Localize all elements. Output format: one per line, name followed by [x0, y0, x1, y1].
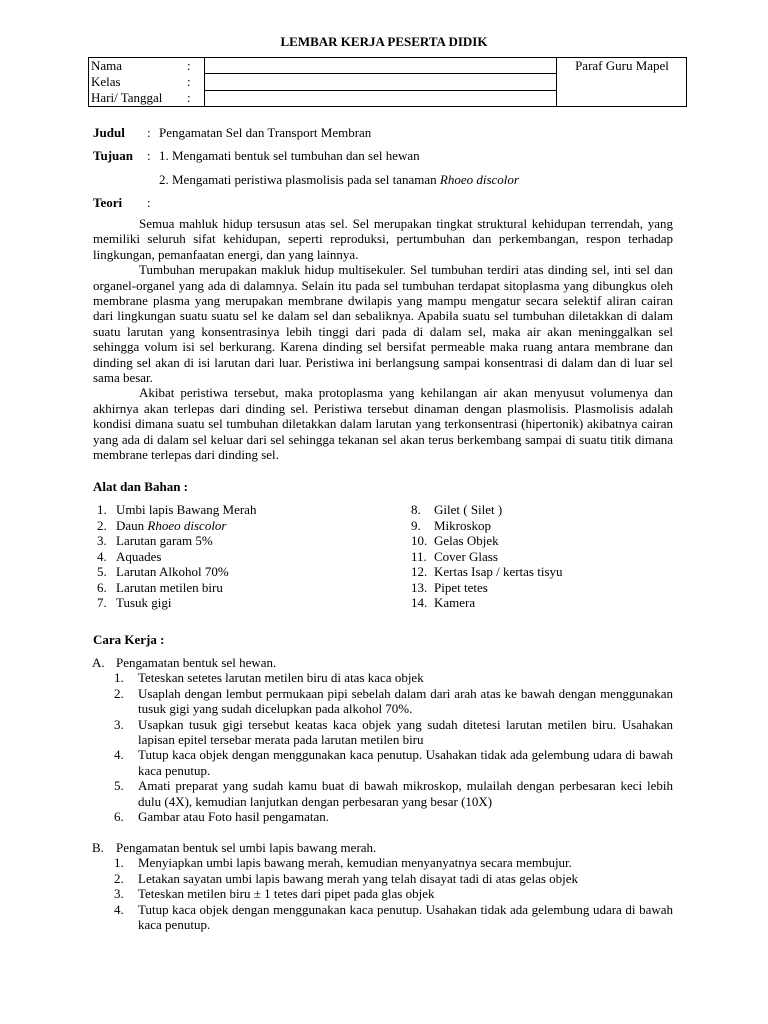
item-number: 6. [97, 579, 107, 595]
list-item [92, 717, 673, 748]
teori-colon: : [147, 195, 151, 210]
tujuan-item-2 [159, 172, 519, 188]
item-text: Usapkan tusuk gigi tersebut keatas kaca objek yang sudah ditetesi larutan metilen biru. Usahakan lapisan epitel tersebar merata pada larutan metilen biru [138, 716, 673, 748]
list-item [407, 533, 677, 549]
worksheet-title: LEMBAR KERJA PESERTA DIDIK [280, 34, 488, 49]
judul-colon: : [147, 125, 151, 140]
list-item [92, 855, 673, 870]
list-item [92, 809, 673, 824]
list-item [93, 518, 393, 534]
item-number: 2. [114, 870, 124, 886]
item-text: Usaplah dengan lembut permukaan pipi sebelah dalam dari arah atas ke bawah dengan menggunakan tusuk gigi yang sudah dicelupkan pada alkohol 70%. [138, 685, 673, 717]
procedure-a-title [92, 655, 673, 670]
nama-colon: : [187, 57, 191, 73]
list-item [407, 564, 677, 580]
tujuan-colon: : [147, 148, 151, 163]
kelas-field[interactable] [205, 74, 557, 90]
item-text: Larutan garam 5% [116, 533, 213, 548]
item-number: 4. [114, 747, 124, 763]
item-text: Letakan sayatan umbi lapis bawang merah yang telah disayat tadi di atas gelas objek [138, 870, 579, 886]
item-number: 3. [114, 716, 124, 732]
nama-label: Nama [91, 57, 123, 73]
item-text: Tutup kaca objek dengan menggunakan kaca penutup. Usahakan tidak ada gelembung udara di bawah kaca penutup. [138, 747, 673, 778]
list-item [407, 580, 677, 596]
tujuan-item-2-text: 2. Mengamati peristiwa plasmolisis pada sel tanaman [159, 172, 440, 187]
item-text: Teteskan metilen biru ± 1 tetes dari pipet pada glas objek [138, 886, 435, 902]
judul-text: Pengamatan Sel dan Transport Membran [159, 125, 372, 140]
list-item [92, 747, 673, 778]
item-number: 7. [97, 595, 107, 610]
alat-bahan-heading: Alat dan Bahan : [93, 479, 188, 494]
tujuan-item-2-species: Rhoeo discolor [439, 172, 519, 187]
tujuan-label: Tujuan [93, 148, 133, 163]
list-item [93, 533, 393, 549]
item-number: 5. [97, 564, 107, 579]
item-number: 12. [411, 564, 428, 579]
item-text: Pipet tetes [434, 579, 488, 595]
list-item [92, 686, 673, 717]
list-item [407, 595, 677, 611]
teori-paragraph: Tumbuhan merupakan makluk hidup multisekuler. Sel tumbuhan terdiri atas dinding sel, inti sel dan organel-organel yang ada di dalamnya. Selain itu pada sel tumbuhan terdapat sitoplasma yang dibungkus oleh membrane plasma yang merupakan membrane dwilapis yang mampu mengatur secara selektif aliran cairan dari lingkungan suatu suatu sel ke dalam sel dan sebaliknya. Apabila suatu sel tumbuhan diletakkan di dalam suatu larutan yang konsentrasinya lebih tinggi dari pada di dalam sel, maka air akan meninggalkan sel sehingga volum isi sel berkurang. Karena dinding sel bersifat permeable maka ruang antara membrane dan dinding sel akan di isi larutan dari luar. Peristiwa ini berlangsung sampai konsentrasi di dalam dan di luar sel sama besar. [93, 262, 673, 386]
item-text: Daun [116, 517, 148, 533]
list-item [407, 502, 677, 518]
tujuan-item-1: 1. Mengamati bentuk sel tumbuhan dan sel hewan [159, 148, 420, 163]
item-number: 1. [114, 855, 124, 871]
item-number: 14. [411, 595, 428, 610]
item-number: 2. [97, 517, 107, 533]
teori-paragraph: Semua mahluk hidup tersusun atas sel. Sel merupakan tingkat struktural kehidupan terrendah, yang memiliki seluruh sifat kehidupan, seperti reproduksi, pertumbuhan dan perkembangan, respon terhadap lingkungan, pemanfaatan energi, dan yang lainnya. [93, 216, 673, 262]
procedure-letter: B. [92, 840, 104, 855]
item-number: 1. [114, 670, 124, 686]
teori-label: Teori [93, 195, 123, 210]
item-text: Mikroskop [434, 517, 492, 533]
item-number: 5. [114, 778, 124, 794]
procedure-b-steps [92, 855, 673, 932]
item-number: 10. [411, 533, 428, 548]
item-text: Tusuk gigi [116, 595, 172, 610]
item-number: 8. [411, 502, 421, 517]
item-text: Kamera [434, 595, 476, 610]
procedure-title-text: Pengamatan bentuk sel umbi lapis bawang merah. [116, 840, 377, 855]
list-item [93, 502, 393, 518]
list-item [93, 595, 393, 611]
item-number: 4. [114, 901, 124, 917]
item-text: Kertas Isap / kertas tisyu [434, 564, 563, 579]
tujuan-row [93, 148, 420, 164]
item-text: Larutan Alkohol 70% [116, 564, 229, 579]
procedure-b [92, 840, 673, 932]
item-number: 4. [97, 548, 107, 564]
item-text: Larutan metilen biru [116, 579, 223, 595]
judul-label: Judul [93, 125, 125, 140]
list-item [92, 778, 673, 809]
procedure-a [92, 655, 673, 824]
list-item [407, 518, 677, 534]
kelas-colon: : [187, 73, 191, 89]
list-item [93, 580, 393, 596]
cara-kerja-heading: Cara Kerja : [93, 632, 165, 647]
item-number: 9. [411, 517, 421, 533]
item-species: Rhoeo discolor [147, 517, 227, 533]
item-text: Menyiapkan umbi lapis bawang merah, kemudian menyanyatnya secara membujur. [138, 855, 572, 871]
item-number: 2. [114, 685, 124, 701]
list-item [92, 902, 673, 933]
item-number: 11. [411, 548, 427, 564]
procedure-letter: A. [92, 655, 105, 670]
judul-row [93, 125, 371, 141]
item-text: Gambar atau Foto hasil pengamatan. [138, 809, 329, 825]
alat-list-left [93, 502, 393, 611]
list-item [92, 871, 673, 886]
item-number: 6. [114, 809, 124, 825]
item-number: 13. [411, 579, 428, 595]
item-number: 3. [114, 886, 124, 902]
list-item [92, 886, 673, 901]
item-number: 1. [97, 502, 107, 517]
item-text: Amati preparat yang sudah kamu buat di bawah mikroskop, mulailah dengan perbesaran keci lebih dulu (4X), kemudian lanjutkan dengan perbesaran yang besar (10X) [138, 778, 673, 809]
item-text: Cover Glass [434, 548, 498, 564]
procedure-a-steps [92, 670, 673, 824]
alat-list-right [407, 502, 677, 611]
identity-table [88, 57, 687, 107]
procedure-b-title [92, 840, 673, 855]
item-text: Umbi lapis Bawang Merah [116, 502, 257, 517]
kelas-label: Kelas [91, 73, 121, 89]
teori-paragraph: Akibat peristiwa tersebut, maka protoplasma yang kehilangan air akan menyusut volumenya dan akhirnya akan terlepas dari dinding sel. Peristiwa tersebut dinaman dengan plasmolisis. Plasmolisis adalah kondisi dimana suatu sel tumbuhan diletakkan dalam larutan yang terkonsentrasi (hipertonik) akibatnya cairan yang ada di dalam sel keluar dari sel sehingga tekanan sel akan terus berkembang sampai di suatu titik dimana membrane terlepas dari dinding sel. [93, 385, 673, 463]
item-text: Tutup kaca objek dengan menggunakan kaca penutup. Usahakan tidak ada gelembung udara di bawah kaca penutup. [138, 901, 673, 933]
list-item [93, 549, 393, 565]
teori-body [93, 216, 673, 463]
procedure-title-text: Pengamatan bentuk sel hewan. [116, 655, 277, 670]
hari-tanggal-label: Hari/ Tanggal [91, 90, 163, 106]
nama-field[interactable] [205, 58, 557, 74]
item-text: Gelas Objek [434, 533, 499, 548]
item-text: Aquades [116, 548, 162, 564]
list-item [407, 549, 677, 565]
teori-row [93, 195, 159, 211]
item-text: Gilet ( Silet ) [434, 502, 503, 517]
item-number: 3. [97, 533, 107, 548]
item-text: Teteskan setetes larutan metilen biru di atas kaca objek [138, 670, 424, 686]
paraf-guru-label: Paraf Guru Mapel [557, 58, 688, 107]
hari-tanggal-field[interactable] [205, 90, 557, 106]
list-item [93, 564, 393, 580]
hari-tanggal-colon: : [187, 90, 191, 106]
list-item [92, 670, 673, 685]
